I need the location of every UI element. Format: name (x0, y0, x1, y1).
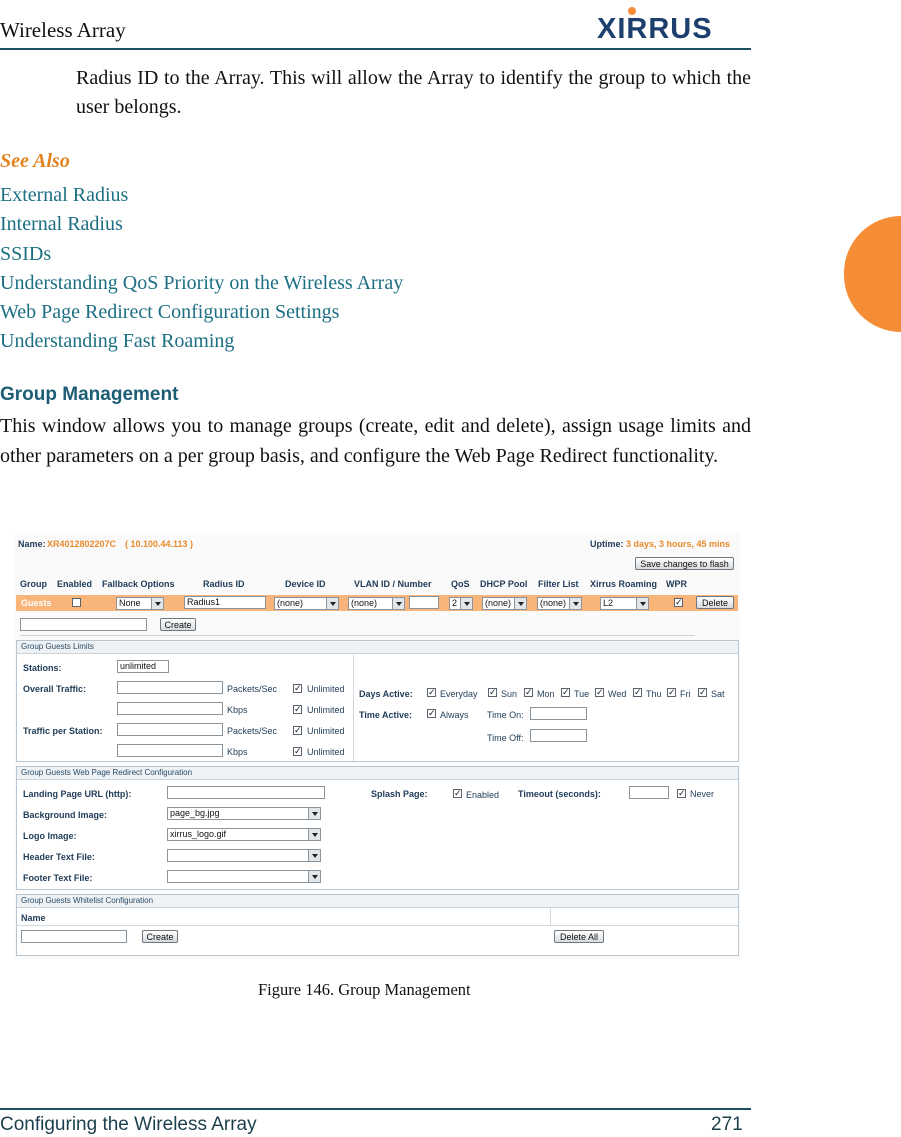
footer-chapter: Configuring the Wireless Array (0, 1114, 257, 1135)
overall-kbps-unlimited-checkbox[interactable]: ✓ (294, 704, 302, 714)
tue-label: Tue (574, 689, 590, 699)
link-qos[interactable]: Understanding QoS Priority on the Wireless Array (0, 271, 404, 294)
splash-page-label: Splash Page: (371, 789, 428, 799)
roaming-select[interactable]: L2 (600, 597, 649, 610)
header-text-select[interactable] (167, 849, 321, 862)
logo-image-label: Logo Image: (23, 831, 77, 841)
bg-image-select[interactable]: page_bg.jpg (167, 807, 321, 820)
everyday-label: Everyday (440, 689, 478, 699)
whitelist-name-input[interactable] (21, 930, 127, 943)
save-to-flash-button[interactable]: Save changes to flash (635, 557, 734, 570)
footer-text-label: Footer Text File: (23, 873, 93, 883)
footer-text-select[interactable] (167, 870, 321, 883)
whitelist-name-column: Name (21, 913, 46, 923)
see-also-heading: See Also (0, 150, 70, 172)
overall-packets-unlimited-label: Unlimited (307, 684, 345, 694)
timeout-input[interactable] (629, 786, 669, 799)
filter-list-select[interactable]: (none) (537, 597, 582, 610)
col-vlan: VLAN ID / Number (354, 579, 432, 589)
landing-url-label: Landing Page URL (http): (23, 789, 132, 799)
never-checkbox[interactable]: ✓ (678, 788, 686, 798)
delete-all-button[interactable]: Delete All (554, 930, 604, 943)
station-kbps-unit: Kbps (227, 747, 248, 757)
see-also-links (0, 181, 403, 357)
overall-kbps-input[interactable] (117, 702, 223, 715)
uptime-label: Uptime: (590, 539, 624, 549)
limits-panel (16, 640, 739, 762)
limits-title: Group Guests Limits (17, 641, 738, 654)
time-off-label: Time Off: (487, 733, 524, 743)
col-filter: Filter List (538, 579, 579, 589)
time-active-label: Time Active: (359, 710, 413, 720)
station-kbps-input[interactable] (117, 744, 223, 757)
wpr-checkbox[interactable]: ✓ (675, 597, 683, 607)
dhcp-pool-select[interactable]: (none) (482, 597, 527, 610)
link-internal-radius[interactable]: Internal Radius (0, 213, 123, 236)
uptime-value: 3 days, 3 hours, 45 mins (626, 539, 731, 549)
sun-label: Sun (501, 689, 518, 699)
col-dhcp: DHCP Pool (480, 579, 528, 589)
never-label: Never (690, 789, 715, 799)
running-header: Wireless Array (0, 18, 126, 42)
array-ip: ( 10.100.44.113 ) (125, 539, 194, 549)
col-group: Group (20, 579, 47, 589)
overall-traffic-label: Overall Traffic: (23, 684, 87, 694)
mon-label: Mon (537, 689, 555, 699)
station-kbps-unlimited-checkbox[interactable]: ✓ (294, 746, 302, 756)
xirrus-logo (597, 6, 745, 42)
landing-url-input[interactable] (167, 786, 325, 799)
array-name: XR4012802207C (47, 539, 117, 549)
name-label: Name: (18, 539, 46, 549)
radius-id-input[interactable]: Radius1 (184, 596, 266, 609)
link-ssids[interactable]: SSIDs (0, 242, 52, 265)
station-packets-unlimited-label: Unlimited (307, 726, 345, 736)
station-packets-unlimited-checkbox[interactable]: ✓ (294, 725, 302, 735)
col-device-id: Device ID (285, 579, 326, 589)
panel-divider (353, 655, 354, 761)
sun-checkbox[interactable]: ✓ (489, 687, 497, 697)
wed-label: Wed (608, 689, 627, 699)
sat-label: Sat (711, 689, 725, 699)
vlan-select[interactable]: (none) (348, 597, 405, 610)
station-packets-input[interactable] (117, 723, 223, 736)
overall-packets-input[interactable] (117, 681, 223, 694)
device-id-select[interactable]: (none) (274, 597, 339, 610)
mon-checkbox[interactable]: ✓ (525, 687, 533, 697)
station-kbps-unlimited-label: Unlimited (307, 747, 345, 757)
splash-enabled-label: Enabled (466, 790, 500, 800)
qos-select[interactable]: 2 (449, 597, 473, 610)
sat-checkbox[interactable]: ✓ (699, 687, 707, 697)
col-enabled: Enabled (57, 579, 93, 589)
bg-image-label: Background Image: (23, 810, 108, 820)
row-divider (17, 925, 738, 926)
time-on-label: Time On: (487, 710, 524, 720)
everyday-checkbox[interactable]: ✓ (428, 687, 436, 697)
whitelist-panel (16, 894, 739, 956)
timeout-label: Timeout (seconds): (518, 789, 601, 799)
overall-kbps-unlimited-label: Unlimited (307, 705, 345, 715)
col-roaming: Xirrus Roaming (590, 579, 658, 589)
col-qos: QoS (451, 579, 470, 589)
stations-input[interactable]: unlimited (117, 660, 169, 673)
overall-kbps-unit: Kbps (227, 705, 248, 715)
fri-checkbox[interactable]: ✓ (668, 687, 676, 697)
link-external-radius[interactable]: External Radius (0, 184, 129, 206)
tue-checkbox[interactable]: ✓ (562, 687, 570, 697)
whitelist-create-button[interactable]: Create (142, 930, 178, 943)
section-body: This window allows you to manage groups (create, edit and delete), assign usage limits and other parameters on a per group basis, and configure the Web Page Redirect functionality. (0, 415, 751, 467)
time-off-input[interactable] (530, 729, 587, 742)
stations-label: Stations: (23, 663, 62, 673)
thu-label: Thu (646, 689, 662, 699)
intro-paragraph: Radius ID to the Array. This will allow the Array to identify the group to which the user belongs. (76, 67, 751, 118)
link-wpr[interactable]: Web Page Redirect Configuration Settings (0, 301, 340, 324)
header-text-label: Header Text File: (23, 852, 95, 862)
col-radius-id: Radius ID (203, 579, 245, 589)
enabled-checkbox[interactable] (72, 598, 81, 607)
group-management-screenshot (15, 533, 740, 959)
create-group-button[interactable]: Create (160, 618, 196, 631)
column-divider (550, 908, 551, 925)
per-station-label: Traffic per Station: (23, 726, 103, 736)
days-active-label: Days Active: (359, 689, 413, 699)
section-heading: Group Management (0, 384, 179, 405)
whitelist-title: Group Guests Whitelist Configuration (17, 895, 738, 908)
link-fast-roaming[interactable]: Understanding Fast Roaming (0, 330, 235, 353)
fallback-select[interactable]: None (116, 597, 164, 610)
divider (20, 635, 695, 636)
col-fallback: Fallback Options (102, 579, 175, 589)
header-rule (0, 48, 751, 50)
chapter-tab (844, 216, 901, 332)
vlan-number-input[interactable] (409, 596, 439, 609)
wed-checkbox[interactable]: ✓ (596, 687, 604, 697)
logo-image-select[interactable]: xirrus_logo.gif (167, 828, 321, 841)
page-number: 271 (711, 1114, 743, 1135)
col-wpr: WPR (666, 579, 687, 589)
fri-label: Fri (680, 689, 691, 699)
redirect-panel (16, 766, 739, 890)
time-on-input[interactable] (530, 707, 587, 720)
thu-checkbox[interactable]: ✓ (634, 687, 642, 697)
new-group-input[interactable] (20, 618, 147, 631)
footer-rule (0, 1108, 751, 1110)
delete-group-button[interactable]: Delete (696, 596, 734, 609)
redirect-title: Group Guests Web Page Redirect Configuration (17, 767, 738, 780)
always-checkbox[interactable]: ✓ (428, 708, 436, 718)
overall-packets-unlimited-checkbox[interactable]: ✓ (294, 683, 302, 693)
always-label: Always (440, 710, 469, 720)
station-packets-unit: Packets/Sec (227, 726, 278, 736)
splash-enabled-checkbox[interactable]: ✓ (454, 788, 462, 798)
overall-packets-unit: Packets/Sec (227, 684, 278, 694)
group-name[interactable]: Guests (21, 598, 52, 608)
svg-text:XIRRUS: XIRRUS (597, 13, 713, 42)
figure-caption: Figure 146. Group Management (258, 980, 471, 999)
